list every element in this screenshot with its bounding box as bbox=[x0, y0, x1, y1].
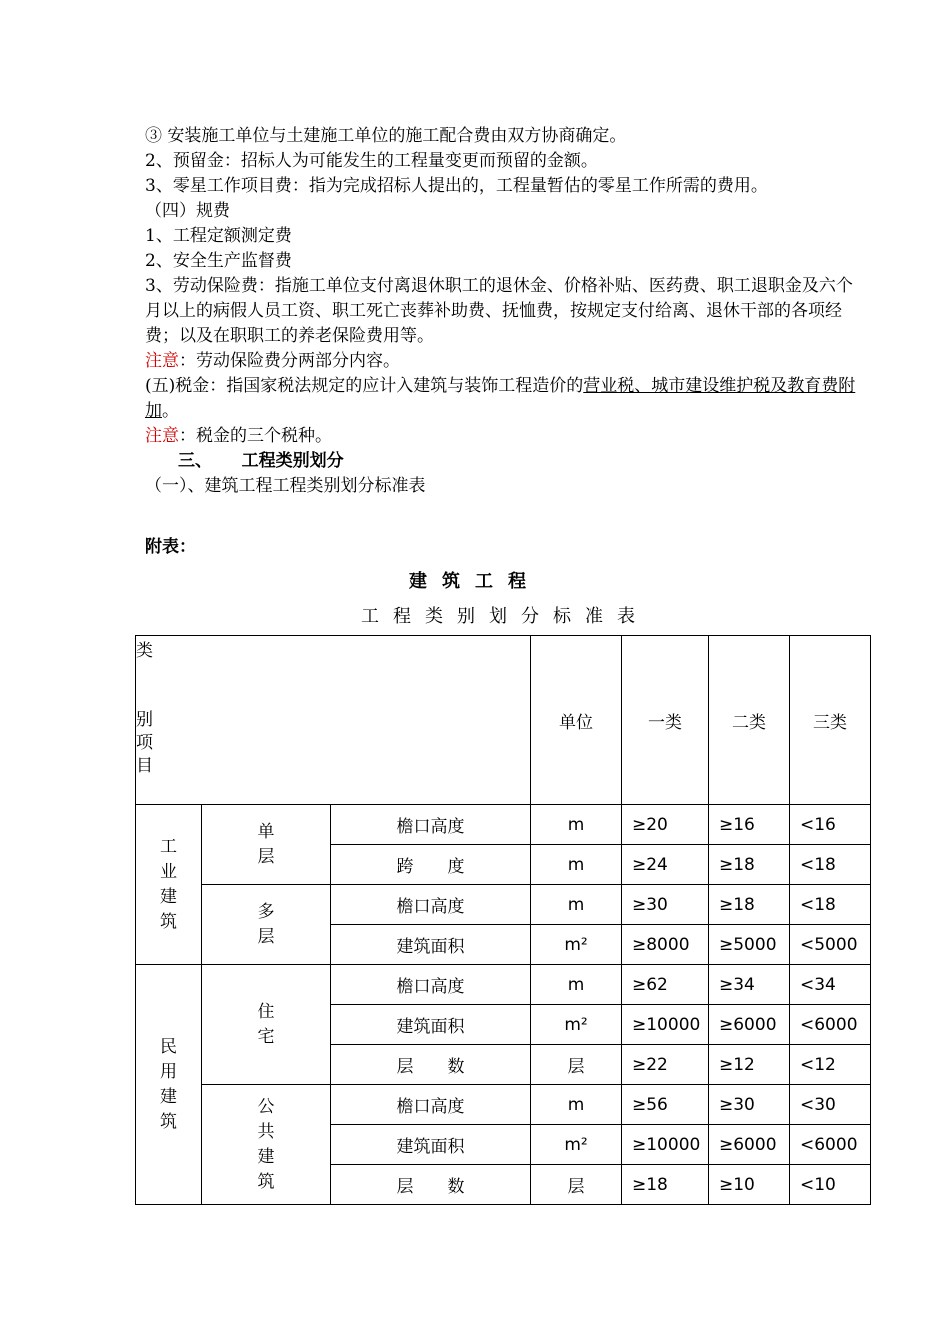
subgroup-single-label: 单层 bbox=[257, 821, 275, 867]
corner-line: 项 bbox=[136, 733, 153, 753]
corner-line bbox=[136, 663, 530, 686]
cell-class-2: ≥5000 bbox=[709, 925, 790, 965]
cell-item: 层 数 bbox=[331, 1045, 531, 1085]
cell-class-3: <18 bbox=[790, 845, 871, 885]
note-taxes bbox=[145, 424, 865, 449]
cell-class-3: <18 bbox=[790, 885, 871, 925]
heading-regulatory-fees: （四）规费 bbox=[145, 201, 230, 221]
cell-class-1: ≥8000 bbox=[622, 925, 709, 965]
cell-class-3: <16 bbox=[790, 805, 871, 845]
paragraph-taxes bbox=[145, 374, 865, 424]
paragraph-install-coordination: ③ 安装施工单位与土建施工单位的施工配合费由双方协商确定。 bbox=[145, 126, 627, 146]
note-text: ：劳动保险费分两部分内容。 bbox=[179, 351, 400, 371]
cell-class-1: ≥18 bbox=[622, 1165, 709, 1205]
cell-unit: m bbox=[531, 965, 622, 1005]
note-label: 注意 bbox=[145, 426, 179, 446]
subheading-classification-table: （一）、建筑工程工程类别划分标准表 bbox=[145, 476, 426, 496]
header-class-2: 二类 bbox=[709, 636, 790, 805]
cell-class-3: <12 bbox=[790, 1045, 871, 1085]
cell-class-2: ≥6000 bbox=[709, 1125, 790, 1165]
cell-unit: m² bbox=[531, 1125, 622, 1165]
cell-class-3: <6000 bbox=[790, 1125, 871, 1165]
cell-item: 檐口高度 bbox=[331, 965, 531, 1005]
note-label: 注意 bbox=[145, 351, 179, 371]
cell-class-3: <30 bbox=[790, 1085, 871, 1125]
cell-class-2: ≥6000 bbox=[709, 1005, 790, 1045]
note-text: ：税金的三个税种。 bbox=[179, 426, 332, 446]
cell-item: 跨 度 bbox=[331, 845, 531, 885]
corner-line: 类 bbox=[136, 641, 153, 661]
header-unit: 单位 bbox=[531, 636, 622, 805]
table-row bbox=[136, 885, 871, 925]
note-labor-insurance bbox=[145, 349, 865, 374]
cell-class-1: ≥56 bbox=[622, 1085, 709, 1125]
cell-class-1: ≥10000 bbox=[622, 1125, 709, 1165]
cell-class-2: ≥12 bbox=[709, 1045, 790, 1085]
tax-underlined: 营业税、城市建设维护税及教育费附加 bbox=[145, 376, 856, 421]
cell-class-1: ≥30 bbox=[622, 885, 709, 925]
section-heading-classification: 三、 工程类别划分 bbox=[178, 451, 344, 471]
header-class-3: 三类 bbox=[790, 636, 871, 805]
group-civil-label: 民用建筑 bbox=[160, 1036, 177, 1132]
group-industrial-label: 工业建筑 bbox=[160, 836, 177, 932]
cell-unit: m bbox=[531, 1085, 622, 1125]
paragraph-provisional-sum: 2、预留金：招标人为可能发生的工程量变更而预留的金额。 bbox=[145, 151, 598, 171]
cell-class-1: ≥22 bbox=[622, 1045, 709, 1085]
subgroup-residential-label: 住宅 bbox=[257, 1001, 275, 1047]
cell-class-2: ≥16 bbox=[709, 805, 790, 845]
cell-class-1: ≥20 bbox=[622, 805, 709, 845]
group-industrial bbox=[136, 805, 202, 965]
tax-suffix: 。 bbox=[162, 401, 179, 421]
cell-class-3: <34 bbox=[790, 965, 871, 1005]
paragraph-quota-fee: 1、工程定额测定费 bbox=[145, 226, 292, 246]
group-civil bbox=[136, 965, 202, 1205]
subgroup-single bbox=[202, 805, 331, 885]
table-header-row bbox=[136, 636, 871, 805]
cell-class-1: ≥10000 bbox=[622, 1005, 709, 1045]
cell-unit: m bbox=[531, 845, 622, 885]
tax-prefix: (五)税金：指国家税法规定的应计入建筑与装饰工程造价的 bbox=[145, 376, 584, 396]
cell-class-2: ≥18 bbox=[709, 885, 790, 925]
subgroup-public bbox=[202, 1085, 331, 1205]
cell-item: 建筑面积 bbox=[331, 1005, 531, 1045]
corner-line: 别 bbox=[136, 710, 153, 730]
cell-class-1: ≥24 bbox=[622, 845, 709, 885]
cell-class-2: ≥18 bbox=[709, 845, 790, 885]
cell-class-2: ≥30 bbox=[709, 1085, 790, 1125]
subgroup-multi bbox=[202, 885, 331, 965]
classification-table bbox=[135, 635, 871, 1205]
cell-class-3: <5000 bbox=[790, 925, 871, 965]
corner-line: 目 bbox=[136, 756, 153, 776]
cell-unit: m² bbox=[531, 925, 622, 965]
subgroup-residential bbox=[202, 965, 331, 1085]
cell-class-2: ≥10 bbox=[709, 1165, 790, 1205]
cell-unit: 层 bbox=[531, 1165, 622, 1205]
cell-item: 层 数 bbox=[331, 1165, 531, 1205]
cell-class-2: ≥34 bbox=[709, 965, 790, 1005]
paragraph-labor-insurance: 3、劳动保险费：指施工单位支付离退休职工的退休金、价格补贴、医药费、职工退职金及六个月以上的病假人员工资、职工死亡丧葬补助费、抚恤费，按规定支付给离、退休干部的各项经费；以及在职职工的养老保险费用等。 bbox=[145, 276, 853, 346]
cell-item: 檐口高度 bbox=[331, 1085, 531, 1125]
cell-unit: m² bbox=[531, 1005, 622, 1045]
cell-class-3: <6000 bbox=[790, 1005, 871, 1045]
header-class-1: 一类 bbox=[622, 636, 709, 805]
table-corner-cell bbox=[136, 636, 531, 805]
cell-item: 檐口高度 bbox=[331, 885, 531, 925]
paragraph-daywork-fee: 3、零星工作项目费：指为完成招标人提出的，工程量暂估的零星工作所需的费用。 bbox=[145, 176, 768, 196]
table-title-line-1: 建筑工程 bbox=[409, 571, 541, 592]
cell-unit: 层 bbox=[531, 1045, 622, 1085]
table-row bbox=[136, 805, 871, 845]
cell-unit: m bbox=[531, 885, 622, 925]
table-row bbox=[136, 1085, 871, 1125]
subgroup-multi-label: 多层 bbox=[257, 901, 275, 947]
cell-unit: m bbox=[531, 805, 622, 845]
cell-item: 檐口高度 bbox=[331, 805, 531, 845]
table-title-line-2: 工程类别划分标准表 bbox=[361, 606, 649, 627]
attachment-label: 附表： bbox=[145, 537, 196, 557]
cell-class-1: ≥62 bbox=[622, 965, 709, 1005]
table-row bbox=[136, 965, 871, 1005]
cell-item: 建筑面积 bbox=[331, 925, 531, 965]
paragraph-safety-fee: 2、安全生产监督费 bbox=[145, 251, 292, 271]
cell-item: 建筑面积 bbox=[331, 1125, 531, 1165]
subgroup-public-label: 公共建筑 bbox=[257, 1096, 275, 1192]
cell-class-3: <10 bbox=[790, 1165, 871, 1205]
